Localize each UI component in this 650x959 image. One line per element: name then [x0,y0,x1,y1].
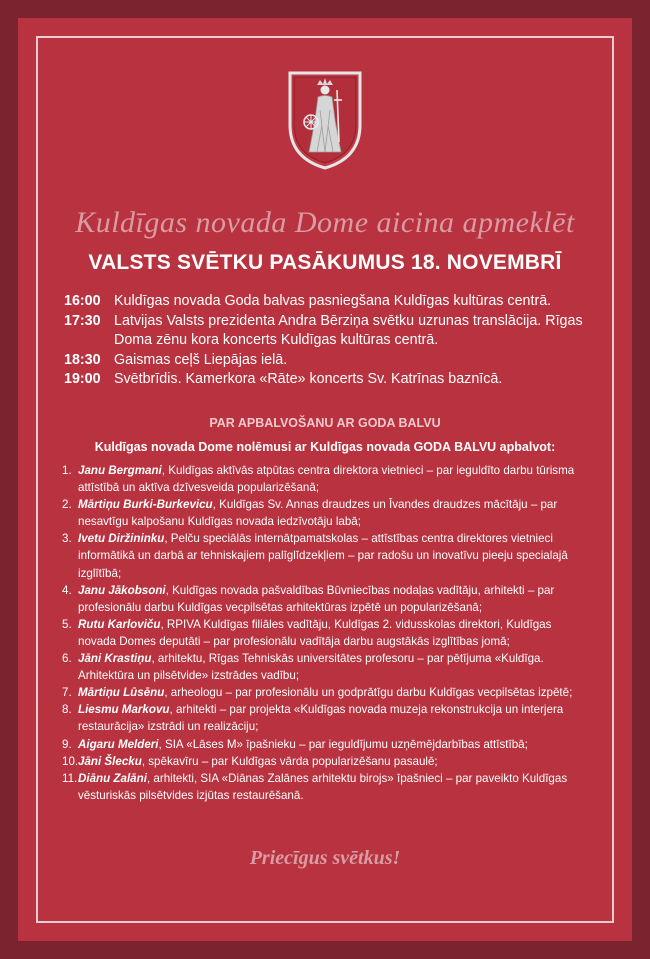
award-heading: PAR APBALVOŠANU AR GODA BALVU [209,416,441,430]
schedule-text: Latvijas Valsts prezidenta Andra Bērziņa svētku uzrunas translācija. Rīgas Doma zēnu kora koncerts Kuldīgas kultūras centrā. [114,312,583,348]
award-number: 5. [62,617,72,631]
closing-greeting: Priecīgus svētkus! [249,847,401,869]
list-item [62,736,592,753]
schedule-text: Svētbrīdis. Kamerkora «Rāte» koncerts Sv. Katrīnas baznīcā. [114,371,503,387]
kuldiga-coat-of-arms-icon [287,70,363,170]
event-schedule [64,292,604,390]
list-item [62,753,592,770]
award-number: 8. [62,703,72,717]
award-name: Diānu Zalāni [78,771,147,785]
award-number: 7. [62,686,72,700]
award-name: Mārtiņu Lūsēnu [78,686,165,700]
invitation-script: Kuldīgas novada Dome aicina apmeklēt [75,206,575,239]
award-number: 4. [62,583,72,597]
award-number: 2. [62,498,72,512]
award-text: , SIA «Lāses M» īpašnieku – par ieguldījumu uzņēmējdarbības attīstībā; [158,737,528,751]
award-name: Jāni Šlecku [78,754,142,768]
award-text: , arhitekti – par projekta «Kuldīgas novada muzeja rekonstrukcija un interjera restaurācija» izstrādi un realizāciju; [78,703,564,734]
schedule-row [64,312,604,351]
schedule-time: 19:00 [64,371,101,387]
award-number: 6. [62,652,72,666]
award-number: 9. [62,737,72,751]
award-name: Liesmu Markovu [78,703,170,717]
schedule-row [64,351,604,371]
list-item [62,616,592,650]
schedule-time: 17:30 [64,312,101,329]
award-text: , spēkavīru – par Kuldīgas vārda popularizēšanu pasaulē; [141,754,438,768]
award-name: Janu Bergmani [78,464,162,477]
award-name: Ivetu Diržininku [78,532,165,546]
list-item [62,701,592,735]
list-item [62,462,592,496]
award-list [62,462,592,804]
list-item [62,496,592,530]
schedule-row [64,292,604,312]
award-text: , RPIVA Kuldīgas filiāles vadītāju, Kuldīgas 2. vidusskolas direktori, Kuldīgas novada Domes deputāti – par profesionālu vadītāja darbu augstākās izglītības jomā; [78,617,552,648]
award-name: Rutu Karloviču [78,617,161,631]
schedule-text: Kuldīgas novada Goda balvas pasniegšana Kuldīgas kultūras centrā. [114,293,552,309]
schedule-text: Gaismas ceļš Liepājas ielā. [114,351,288,368]
award-name: Janu Jākobsoni [78,583,166,597]
award-number: 1. [62,464,72,477]
schedule-time: 16:00 [64,293,101,309]
award-text: , arhitekti, SIA «Diānas Zalānes arhitektu birojs» īpašnieci – par paveikto Kuldīgas vēsturiskās pilsētvides izjūtas restaurēšanā. [78,771,568,802]
award-name: Mārtiņu Burki-Burkevicu [78,498,213,512]
award-text: , arhitektu, Rīgas Tehniskās universitātes profesoru – par pētījuma «Kuldīga. Arhitektūra un pilsētvide» izstrādes vadību; [78,652,544,683]
award-number: 3. [62,532,72,546]
award-intro: Kuldīgas novada Dome nolēmusi ar Kuldīgas novada GODA BALVU apbalvot: [94,440,556,454]
list-item [62,650,592,684]
award-text: , Pelču speciālās internātpamatskolas – attīstības centra direktores vietnieci informātikā un darbā ar tehniskajiem palīglīdzekļiem – par radošu un inovatīvu pieeju specialajā izglītībā; [78,532,568,580]
award-text: , arheologu – par profesionālu un godprātīgu darbu Kuldīgas vecpilsētas izpētē; [164,686,573,700]
schedule-time: 18:30 [64,351,101,368]
award-text: , Kuldīgas Sv. Annas draudzes un Īvandes draudzes mācītāju – par nesavtīgu kalpošanu Kuldīgas novada iedzīvotāju labā; [78,498,558,529]
award-name: Aigaru Melderi [78,737,159,751]
list-item [62,770,592,804]
award-number: 11. [62,771,78,785]
list-item [62,530,592,581]
list-item [62,684,592,701]
award-number: 10. [62,754,79,768]
list-item [62,582,592,616]
award-name: Jāni Krastiņu [78,652,152,666]
award-text: , Kuldīgas novada pašvaldības Būvniecības nodaļas vadītāju, arhitekti – par profesionālu darbu Kuldīgas vecpilsētas arhitektūras izpētē un popularizēšanā; [78,583,555,614]
award-text: , Kuldīgas aktīvās atpūtas centra direktora vietnieci – par ieguldīto darbu tūrisma attīstībā un aktīva dzīvesveida popularizēšanā; [78,464,575,495]
schedule-row [64,370,604,390]
event-headline: VALSTS SVĒTKU PASĀKUMUS 18. NOVEMBRĪ [88,251,562,274]
